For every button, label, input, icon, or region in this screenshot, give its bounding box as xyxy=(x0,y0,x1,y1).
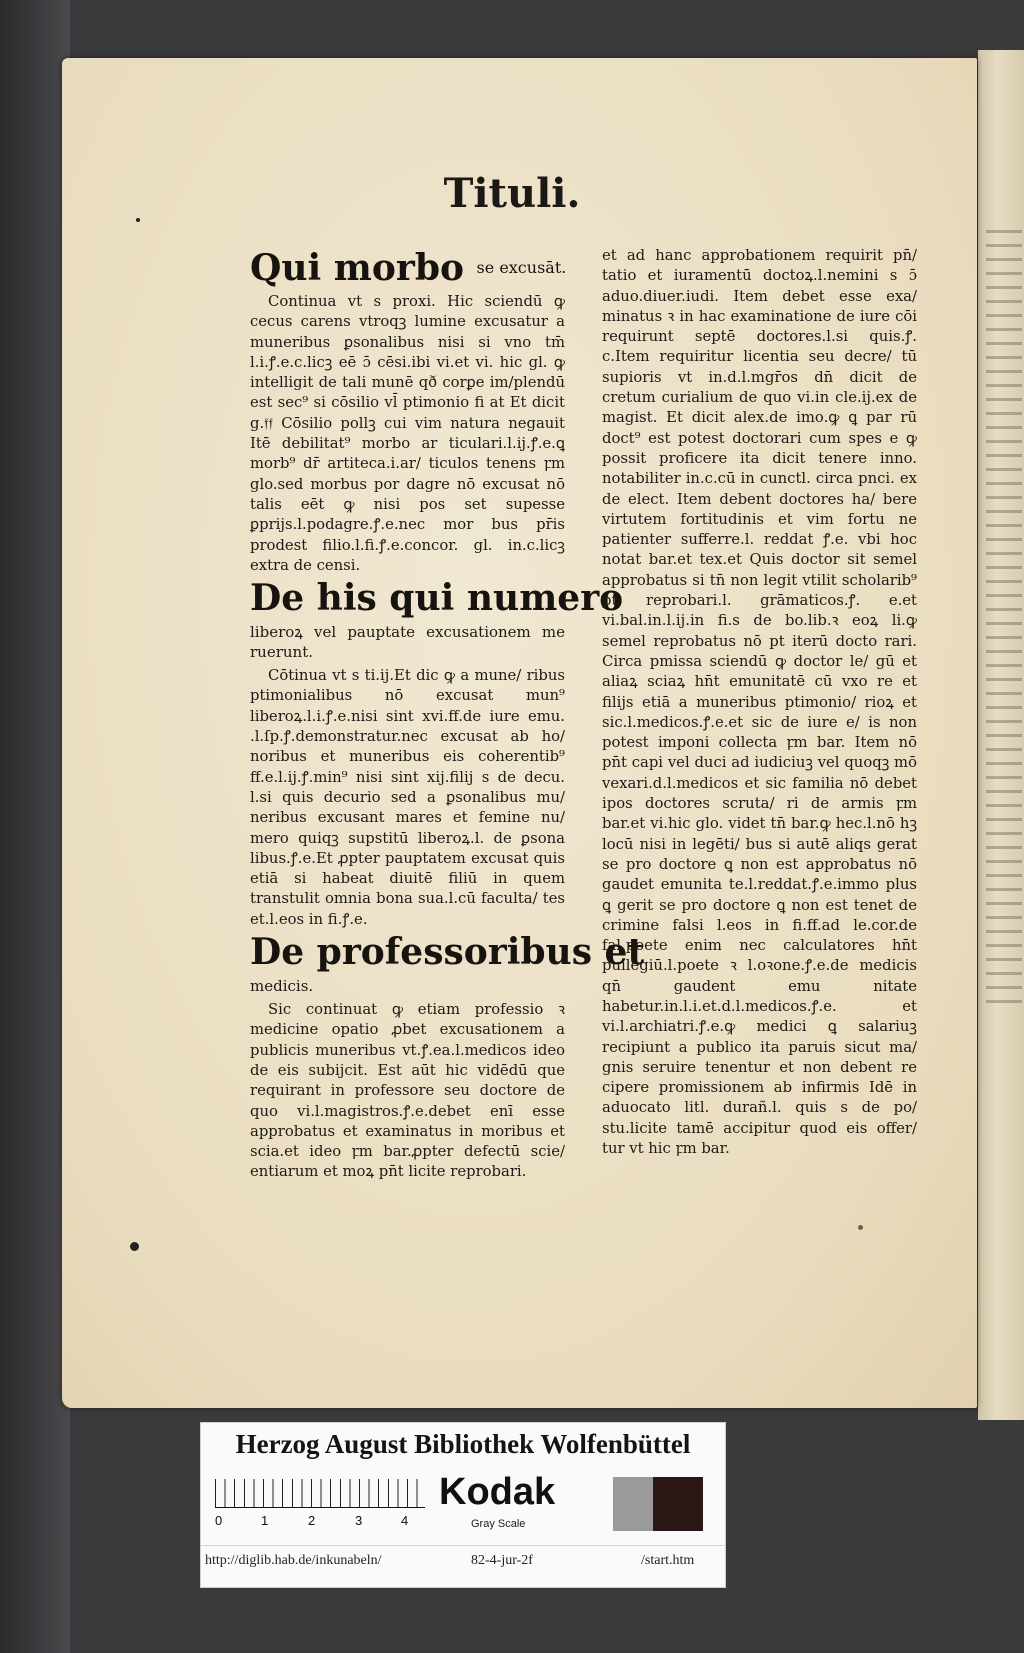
measurement-ruler xyxy=(215,1479,425,1508)
section-heading-text: De professoribus et xyxy=(250,931,645,974)
card-divider xyxy=(201,1545,725,1546)
facing-page-text-bleed xyxy=(986,230,1022,1010)
ruler-label: 2 xyxy=(308,1513,316,1528)
gray-patch-light xyxy=(613,1477,653,1531)
heading-continuation: liberoꝝ vel pauptate excusationem me ruerunt. xyxy=(250,623,565,662)
ruler-label: 0 xyxy=(215,1513,223,1528)
kodak-logo: Kodak xyxy=(439,1471,556,1513)
section-heading xyxy=(250,931,645,974)
body-paragraph: Cōtinua vt s ti.ij.Et dic ꝙ a mune/ ribus ptimonialibus nō excusat mun⁹ liberoꝝ.l.i.ꝭ.e.nisi sint xvi.ff.de iure emu. .l.ſp.ꝭ.demonstratur.nec excusat ab ho/ noribus et muneribus eis coherentib⁹ ff.e.l.ij.ꝭ.min⁹ nisi sint xij.filij s de decu. l.si quis decurio sed a ꝑsonalibus mu/ neribus excusant mares et femine nu/ mero quiqꝫ supstitū liberoꝝ.l. de ꝑsona libus.ꝭ.e.Et ꝓpter pauptatem excusat quis etiā si habeat diuitē filiū in quem transtulit omnia bona sua.l.cū faculta/ tes et.l.eos in fi.ꝭ.e. xyxy=(250,667,565,928)
right-text-column xyxy=(602,246,917,1159)
ink-speck xyxy=(130,1242,139,1251)
gray-patch-dark xyxy=(653,1477,703,1531)
ruler-label: 4 xyxy=(401,1513,409,1528)
section-heading-suffix: se excusāt. xyxy=(476,258,567,277)
running-head: Tituli. xyxy=(443,170,581,217)
ink-speck xyxy=(136,218,140,222)
section-heading-text: De his qui numero xyxy=(250,577,624,620)
section-heading-text: Qui morbo xyxy=(250,247,464,289)
ruler-label: 1 xyxy=(261,1513,269,1528)
section-heading xyxy=(250,577,624,620)
gray-scale-label: Gray Scale xyxy=(471,1518,526,1530)
archive-url: http://diglib.hab.de/inkunabeln/ xyxy=(205,1553,382,1568)
scan-background xyxy=(0,0,70,1653)
library-name: Herzog August Bibliothek Wolfenbüttel xyxy=(235,1429,691,1459)
facing-page-edge xyxy=(978,50,1024,1420)
start-link: /start.htm xyxy=(641,1553,695,1568)
body-paragraph: Sic continuat ꝙ etiam professio ꝛ medicine opatio ꝓbet excusationem a publicis muneribus vt.ꝭ.ea.l.medicos ideo de eis subijcit. Est aūt hic vidēdū que requirant in professore seu doctore de quo vi.l.magistros.ꝭ.e.debet enī esse approbatus et examinatus in moribus et scia.et ideo ꝼm bar.ꝓpter defectū scie/ entiarum et moꝝ pn̄t licite reprobari. xyxy=(250,1001,565,1181)
body-paragraph: et ad hanc approbationem requirit pn̄/ tatio et iuramentū doctoꝝ.l.nemini s ɔ̄ aduo.diuer.iudi. Item debet esse exa/ minatus ꝛ in hac examinatione de iure cōi requirunt septē doctores.l.si quis.ꝭ. c.Item requiritur licentia seu decre/ tū supioris vt in.d.l.mgr̄os dn̄ dicit de cretum curialium de quo vi.in cle.ij.ex de magist. Et dicit alex.de imo.ꝙ ꝗ par rū doct⁹ est potest doctorari cum spes e ꝙ possit proficere ita dicit tenere inno. notabiliter in.c.cū in cunctl. circa pnci. ex de elect. Item debent doctores ha/ bere virtutem fortitudinis et vim fortu ne patienter sufferre.l. reddat ꝭ.e. vbi hoc notat bar.et tex.et Quis doctor sit semel approbatus si tn̄ non legit vtilit scholarib⁹ pt reprobari.l. grāmaticos.ꝭ. e.et vi.bal.in.l.ij.in fi.s de bo.lib.ꝛ eoꝝ li.ꝙ semel reprobatus nō pt iterū docto rari. Circa pmissa sciendū ꝙ doctor le/ gū et aliaꝝ sciaꝝ hn̄t emunitatē cū vxo re et filijs etiā a muneribus ptimonio/ rioꝝ et sic.l.medicos.ꝭ.e.et sic de iure e/ is non potest imponi collecta ꝼm bar. Item nō pn̄t capi vel duci ad iudiciuꝫ vel quoqꝫ mō vexari.d.l.medicos et sic familia nō debet ipos doctores scruta/ ri de armis ꝼm bar.et vi.hic glo. videt tn̄ bar.ꝙ hec.l.nō hꝫ locū nisi in legēti/ bus si autē aliqs gerat se pro doctore ꝗ non est approbatus nō gaudet emunita te.l.reddat.ꝭ.e.immo plus ꝗ gerit se pro doctore ꝗ non est tenet de crimine falsi l.eos in fi.ff.ad le.cor.de fal.poete enim nec calculatores hn̄t puilegiū.l.poete ꝛ l.oꝛone.ꝭ.e.de medicis qn̄ gaudent emu nitate habetur.in.l.i.et.d.l.medicos.ꝭ.e. et vi.l.archiatri.ꝭ.e.ꝙ medici ꝗ salariuꝫ recipiunt a publico ita paruis sicut ma/ gnis seruire tenentur et non debent re cipere promissionem ab infirmis Idē in aduocato litl. durañ.l. quis s de po/ stu.licite tamē accipitur quod eis offer/ tur vt hic ꝼm bar. xyxy=(602,247,917,1158)
left-text-column xyxy=(250,246,645,1185)
section-heading xyxy=(250,248,565,288)
ink-speck xyxy=(858,1225,863,1230)
shelfmark: 82-4-jur-2f xyxy=(471,1553,533,1568)
archive-scale-card xyxy=(200,1422,726,1588)
heading-continuation: medicis. xyxy=(250,977,314,996)
ruler-label: 3 xyxy=(355,1513,363,1528)
body-paragraph: Continua vt s proxi. Hic sciendū ꝙ cecus carens vtroqꝫ lumine excusatur a muneribus ꝑsonalibus nisi si vno tm̄ l.i.ꝭ.e.c.licꝫ eē ɔ̄ cēsi.ibi vi.et vi. hic gl. ꝙ intelligit de tali munē qð corꝑe im/plendū est sec⁹ si cōsilio vl̄ ptimonio fi at Et dicit g.𝔣𝔣 Cōsilio pollꝫ cui vim natura negauit Itē debilitat⁹ morbo ar ticulari.l.ij.ꝭ.e.ꝗ morb⁹ dr̄ artiteca.i.ar/ ticulos tenens ꝼm glo.sed morbus por dagre nō excusat nō talis eēt ꝙ nisi pos set supesse ꝑprijs.l.podagre.ꝭ.e.nec mor bus pr̄is prodest filio.l.fi.ꝭ.e.concor. gl. in.c.licꝫ extra de censi. xyxy=(250,293,565,574)
